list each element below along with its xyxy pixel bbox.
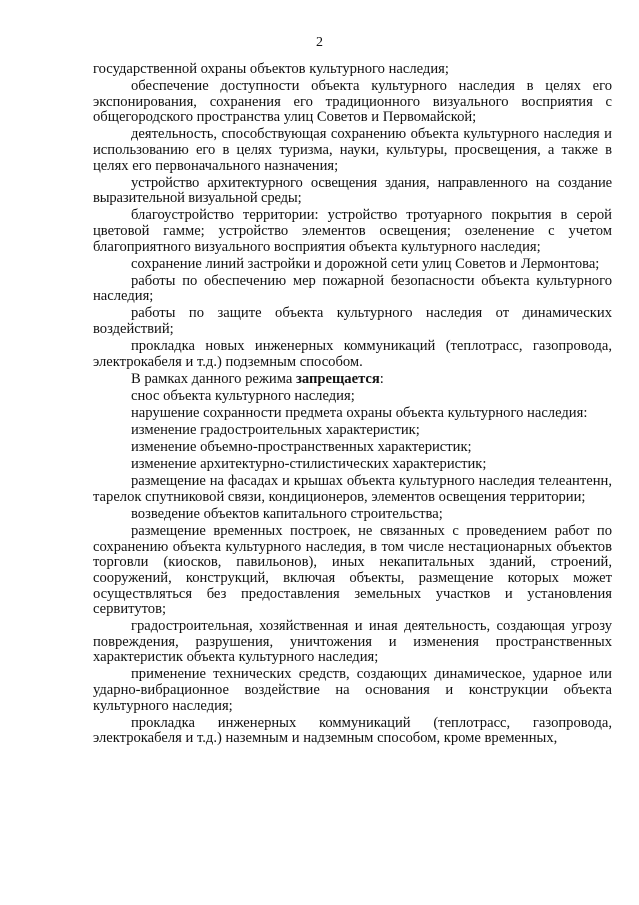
prohibited-colon: : [379,370,384,387]
paragraph-facade-equipment: размещение на фасадах и крышах объекта культурного наследия телеантенн, тарелок спутниковой связи, кондиционеров, элементов освещения территории; [93,473,612,505]
paragraph-landscaping: благоустройство территории: устройство тротуарного покрытия в серой цветовой гамме; устройство элементов освещения; озеленение с учетом благоприятного визуального восприятия объекта культурного наследия; [93,207,612,255]
paragraph-dynamic-protection: работы по защите объекта культурного наследия от динамических воздействий; [93,305,612,337]
paragraph-temporary-buildings: размещение временных построек, не связанных с проведением работ по сохранению объекта культурного наследия, в том числе нестационарных объектов торговли (киосков, павильонов), иных некапитальных зданий, строений, сооружений, конструкций, включая объекты, размещение которых может осуществляться без предоставления земельных участков и установления сервитутов; [93,523,612,618]
paragraph-vibration: применение технических средств, создающих динамическое, ударное или ударно-вибрационное воздействие на основания и конструкции объекта культурного наследия; [93,666,612,714]
paragraph-spatial-characteristics: изменение объемно-пространственных характеристик; [131,439,472,456]
paragraph-prohibited-heading [93,372,612,388]
paragraph-preservation-violation: нарушение сохранности предмета охраны объекта культурного наследия: [131,404,588,421]
page-number: 2 [316,35,323,50]
paragraph-activity: деятельность, способствующая сохранению объекта культурного наследия и использованию его в целях туризма, науки, культуры, просвещения, а также в целях его первоначального назначения; [93,126,612,174]
paragraph-style-characteristics: изменение архитектурно-стилистических характеристик; [131,456,487,473]
paragraph-overground-utilities: прокладка инженерных коммуникаций (теплотрасс, газопровода, электрокабеля и т.д.) наземным и надземным способом, кроме временных, [93,714,612,747]
paragraph-fire-safety: работы по обеспечению мер пожарной безопасности объекта культурного наследия; [93,272,612,305]
paragraph-demolition: снос объекта культурного наследия; [131,387,355,404]
paragraph-urban-characteristics: изменение градостроительных характеристик; [131,422,420,439]
paragraph-continuation: государственной охраны объектов культурного наследия; [93,61,449,77]
prohibited-keyword: запрещается [296,370,380,387]
paragraph-accessibility: обеспечение доступности объекта культурного наследия в целях его экспонирования, сохранения его традиционного визуального восприятия с общегородского пространства улиц Советов и Первомайской; [93,78,612,126]
paragraph-lighting: устройство архитектурного освещения здания, направленного на создание выразительной визуальной среды; [93,174,612,207]
document-body [93,62,612,748]
paragraph-threatening-activity: градостроительная, хозяйственная и иная деятельность, создающая угрозу повреждения, разрушения, уничтожения и изменения пространственных характеристик объекта культурного наследия; [93,618,612,666]
prohibited-intro: В рамках данного режима [131,370,296,387]
paragraph-underground-utilities: прокладка новых инженерных коммуникаций (теплотрасс, газопровода, электрокабеля и т.д.) подземным способом. [93,338,612,370]
paragraph-building-lines: сохранение линий застройки и дорожной сети улиц Советов и Лермонтова; [131,255,600,272]
paragraph-capital-construction: возведение объектов капитального строительства; [131,506,443,523]
